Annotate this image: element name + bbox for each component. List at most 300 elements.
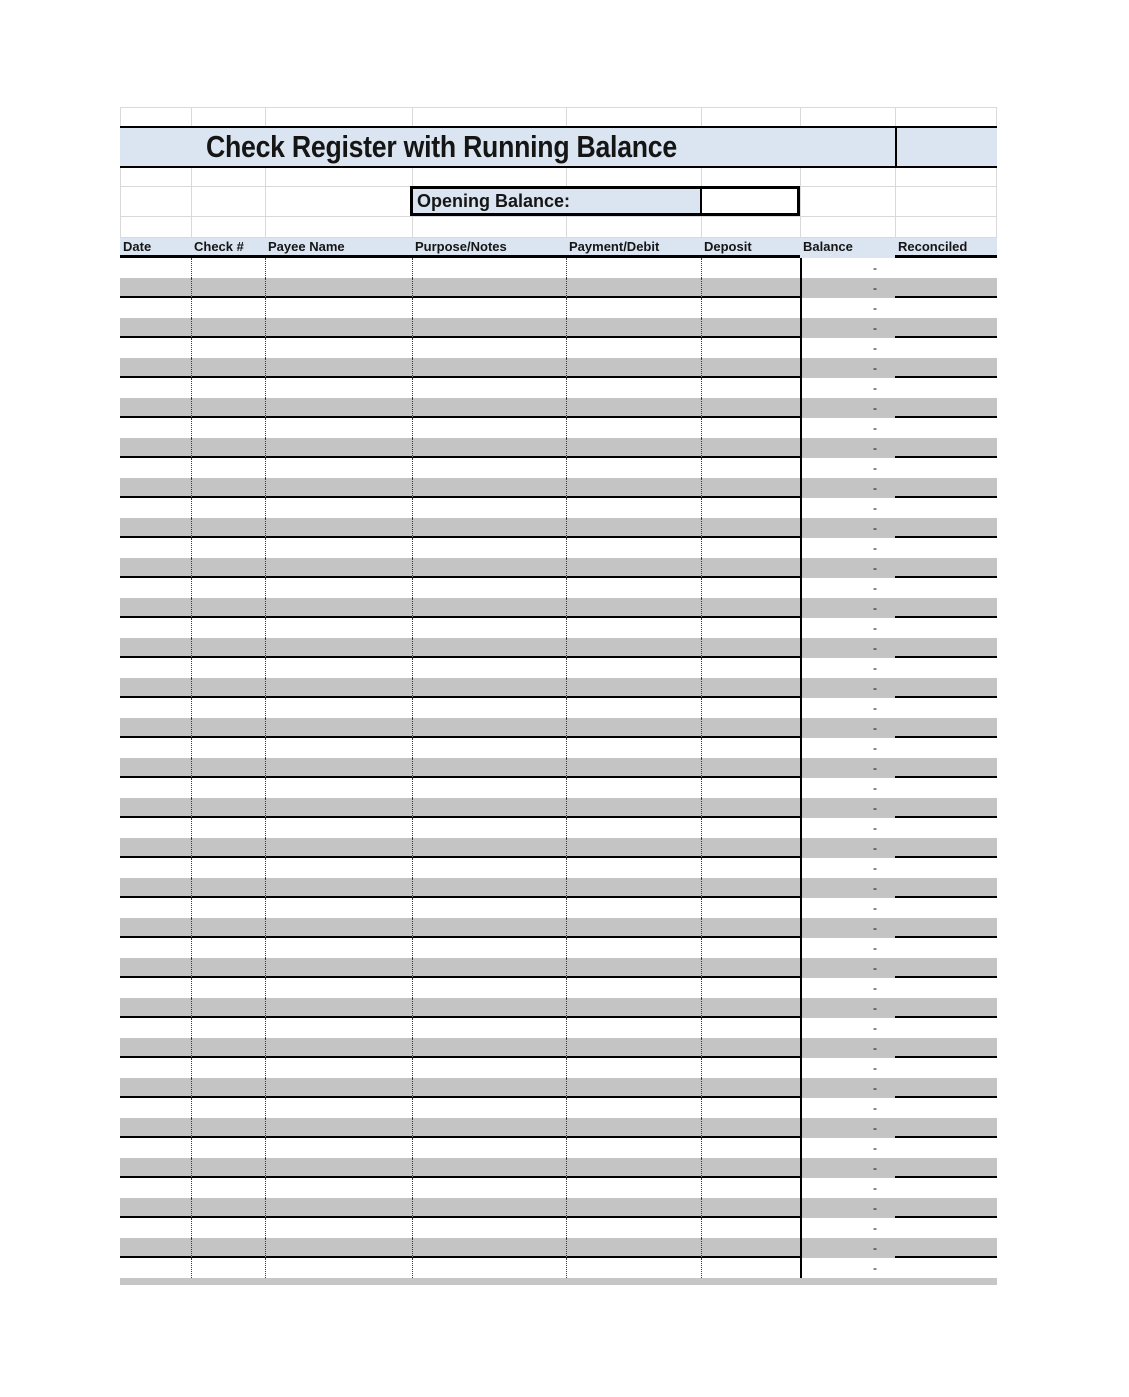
cell-payment-debit[interactable]: [566, 698, 701, 718]
cell-payee-name[interactable]: [265, 298, 412, 318]
cell-payee-name[interactable]: [265, 598, 412, 618]
cell-reconciled[interactable]: [895, 1138, 997, 1158]
cell-payee-name[interactable]: [265, 518, 412, 538]
cell-payment-debit[interactable]: [566, 638, 701, 658]
cell-check-number[interactable]: [191, 1258, 265, 1278]
cell-reconciled[interactable]: [895, 998, 997, 1018]
cell-check-number[interactable]: [191, 658, 265, 678]
cell-payee-name[interactable]: [265, 858, 412, 878]
cell-purpose-notes[interactable]: [412, 738, 566, 758]
cell-deposit[interactable]: [701, 1058, 800, 1078]
cell-date[interactable]: [120, 498, 191, 518]
cell-reconciled[interactable]: [895, 458, 997, 478]
cell-payment-debit[interactable]: [566, 1218, 701, 1238]
cell-check-number[interactable]: [191, 358, 265, 378]
cell-payment-debit[interactable]: [566, 438, 701, 458]
cell-purpose-notes[interactable]: [412, 358, 566, 378]
cell-check-number[interactable]: [191, 998, 265, 1018]
cell-purpose-notes[interactable]: [412, 538, 566, 558]
cell-purpose-notes[interactable]: [412, 258, 566, 278]
cell-payment-debit[interactable]: [566, 818, 701, 838]
cell-deposit[interactable]: [701, 738, 800, 758]
cell-purpose-notes[interactable]: [412, 1198, 566, 1218]
cell-payee-name[interactable]: [265, 1138, 412, 1158]
cell-payment-debit[interactable]: [566, 658, 701, 678]
cell-payment-debit[interactable]: [566, 618, 701, 638]
cell-payee-name[interactable]: [265, 498, 412, 518]
cell-purpose-notes[interactable]: [412, 398, 566, 418]
cell-payee-name[interactable]: [265, 958, 412, 978]
cell-check-number[interactable]: [191, 858, 265, 878]
cell-date[interactable]: [120, 418, 191, 438]
cell-reconciled[interactable]: [895, 698, 997, 718]
cell-check-number[interactable]: [191, 978, 265, 998]
cell-date[interactable]: [120, 1258, 191, 1278]
cell-date[interactable]: [120, 518, 191, 538]
cell-payee-name[interactable]: [265, 938, 412, 958]
cell-deposit[interactable]: [701, 698, 800, 718]
cell-payee-name[interactable]: [265, 578, 412, 598]
cell-payee-name[interactable]: [265, 1058, 412, 1078]
cell-purpose-notes[interactable]: [412, 478, 566, 498]
cell-date[interactable]: [120, 258, 191, 278]
cell-purpose-notes[interactable]: [412, 578, 566, 598]
cell-check-number[interactable]: [191, 798, 265, 818]
cell-date[interactable]: [120, 578, 191, 598]
cell-purpose-notes[interactable]: [412, 998, 566, 1018]
cell-payee-name[interactable]: [265, 398, 412, 418]
cell-payee-name[interactable]: [265, 458, 412, 478]
cell-purpose-notes[interactable]: [412, 858, 566, 878]
cell-purpose-notes[interactable]: [412, 498, 566, 518]
cell-check-number[interactable]: [191, 378, 265, 398]
cell-date[interactable]: [120, 698, 191, 718]
cell-payee-name[interactable]: [265, 918, 412, 938]
cell-payment-debit[interactable]: [566, 558, 701, 578]
cell-deposit[interactable]: [701, 818, 800, 838]
cell-payment-debit[interactable]: [566, 478, 701, 498]
cell-deposit[interactable]: [701, 598, 800, 618]
cell-reconciled[interactable]: [895, 1078, 997, 1098]
cell-date[interactable]: [120, 358, 191, 378]
cell-check-number[interactable]: [191, 418, 265, 438]
cell-check-number[interactable]: [191, 878, 265, 898]
cell-date[interactable]: [120, 1158, 191, 1178]
cell-purpose-notes[interactable]: [412, 1218, 566, 1238]
cell-payee-name[interactable]: [265, 1158, 412, 1178]
cell-check-number[interactable]: [191, 678, 265, 698]
cell-date[interactable]: [120, 1238, 191, 1258]
cell-purpose-notes[interactable]: [412, 1018, 566, 1038]
cell-deposit[interactable]: [701, 1198, 800, 1218]
cell-payment-debit[interactable]: [566, 1038, 701, 1058]
cell-reconciled[interactable]: [895, 358, 997, 378]
cell-deposit[interactable]: [701, 658, 800, 678]
cell-deposit[interactable]: [701, 938, 800, 958]
cell-date[interactable]: [120, 1218, 191, 1238]
cell-reconciled[interactable]: [895, 1018, 997, 1038]
cell-deposit[interactable]: [701, 978, 800, 998]
cell-purpose-notes[interactable]: [412, 298, 566, 318]
cell-payment-debit[interactable]: [566, 1158, 701, 1178]
cell-check-number[interactable]: [191, 518, 265, 538]
cell-payment-debit[interactable]: [566, 418, 701, 438]
cell-purpose-notes[interactable]: [412, 1138, 566, 1158]
cell-deposit[interactable]: [701, 618, 800, 638]
cell-purpose-notes[interactable]: [412, 458, 566, 478]
cell-reconciled[interactable]: [895, 378, 997, 398]
cell-check-number[interactable]: [191, 638, 265, 658]
cell-payee-name[interactable]: [265, 978, 412, 998]
cell-purpose-notes[interactable]: [412, 658, 566, 678]
cell-payee-name[interactable]: [265, 538, 412, 558]
cell-check-number[interactable]: [191, 398, 265, 418]
cell-date[interactable]: [120, 298, 191, 318]
cell-purpose-notes[interactable]: [412, 438, 566, 458]
cell-date[interactable]: [120, 638, 191, 658]
cell-payee-name[interactable]: [265, 1258, 412, 1278]
cell-check-number[interactable]: [191, 498, 265, 518]
cell-check-number[interactable]: [191, 1198, 265, 1218]
cell-deposit[interactable]: [701, 358, 800, 378]
cell-date[interactable]: [120, 558, 191, 578]
cell-payee-name[interactable]: [265, 798, 412, 818]
cell-payment-debit[interactable]: [566, 758, 701, 778]
cell-check-number[interactable]: [191, 1178, 265, 1198]
cell-payment-debit[interactable]: [566, 578, 701, 598]
cell-check-number[interactable]: [191, 318, 265, 338]
cell-date[interactable]: [120, 378, 191, 398]
cell-purpose-notes[interactable]: [412, 518, 566, 538]
cell-reconciled[interactable]: [895, 1038, 997, 1058]
cell-reconciled[interactable]: [895, 638, 997, 658]
cell-deposit[interactable]: [701, 378, 800, 398]
cell-payee-name[interactable]: [265, 1038, 412, 1058]
cell-payee-name[interactable]: [265, 1018, 412, 1038]
cell-reconciled[interactable]: [895, 758, 997, 778]
cell-payment-debit[interactable]: [566, 1118, 701, 1138]
cell-payee-name[interactable]: [265, 658, 412, 678]
cell-deposit[interactable]: [701, 918, 800, 938]
cell-payee-name[interactable]: [265, 1218, 412, 1238]
cell-reconciled[interactable]: [895, 1238, 997, 1258]
cell-payee-name[interactable]: [265, 678, 412, 698]
cell-payee-name[interactable]: [265, 1078, 412, 1098]
cell-payment-debit[interactable]: [566, 998, 701, 1018]
cell-reconciled[interactable]: [895, 498, 997, 518]
cell-date[interactable]: [120, 338, 191, 358]
cell-purpose-notes[interactable]: [412, 678, 566, 698]
cell-check-number[interactable]: [191, 1138, 265, 1158]
cell-payment-debit[interactable]: [566, 298, 701, 318]
cell-payment-debit[interactable]: [566, 518, 701, 538]
cell-purpose-notes[interactable]: [412, 1118, 566, 1138]
cell-reconciled[interactable]: [895, 258, 997, 278]
cell-check-number[interactable]: [191, 538, 265, 558]
cell-payment-debit[interactable]: [566, 1198, 701, 1218]
cell-reconciled[interactable]: [895, 398, 997, 418]
cell-check-number[interactable]: [191, 478, 265, 498]
cell-purpose-notes[interactable]: [412, 918, 566, 938]
cell-reconciled[interactable]: [895, 1058, 997, 1078]
cell-purpose-notes[interactable]: [412, 598, 566, 618]
cell-payment-debit[interactable]: [566, 1058, 701, 1078]
cell-reconciled[interactable]: [895, 1118, 997, 1138]
cell-check-number[interactable]: [191, 1058, 265, 1078]
cell-deposit[interactable]: [701, 958, 800, 978]
cell-deposit[interactable]: [701, 258, 800, 278]
cell-date[interactable]: [120, 898, 191, 918]
cell-date[interactable]: [120, 278, 191, 298]
cell-payee-name[interactable]: [265, 338, 412, 358]
cell-check-number[interactable]: [191, 1118, 265, 1138]
cell-payee-name[interactable]: [265, 778, 412, 798]
cell-check-number[interactable]: [191, 1158, 265, 1178]
cell-payee-name[interactable]: [265, 418, 412, 438]
cell-payee-name[interactable]: [265, 1178, 412, 1198]
cell-date[interactable]: [120, 1098, 191, 1118]
cell-purpose-notes[interactable]: [412, 1258, 566, 1278]
cell-deposit[interactable]: [701, 878, 800, 898]
cell-purpose-notes[interactable]: [412, 638, 566, 658]
cell-check-number[interactable]: [191, 278, 265, 298]
cell-check-number[interactable]: [191, 1038, 265, 1058]
cell-reconciled[interactable]: [895, 878, 997, 898]
cell-deposit[interactable]: [701, 418, 800, 438]
cell-date[interactable]: [120, 958, 191, 978]
cell-purpose-notes[interactable]: [412, 1238, 566, 1258]
cell-purpose-notes[interactable]: [412, 558, 566, 578]
cell-date[interactable]: [120, 798, 191, 818]
cell-date[interactable]: [120, 478, 191, 498]
cell-purpose-notes[interactable]: [412, 1098, 566, 1118]
cell-payment-debit[interactable]: [566, 958, 701, 978]
cell-payee-name[interactable]: [265, 878, 412, 898]
cell-payment-debit[interactable]: [566, 598, 701, 618]
cell-reconciled[interactable]: [895, 578, 997, 598]
cell-check-number[interactable]: [191, 958, 265, 978]
cell-payee-name[interactable]: [265, 738, 412, 758]
cell-deposit[interactable]: [701, 1098, 800, 1118]
cell-date[interactable]: [120, 538, 191, 558]
cell-date[interactable]: [120, 998, 191, 1018]
cell-deposit[interactable]: [701, 998, 800, 1018]
cell-purpose-notes[interactable]: [412, 378, 566, 398]
cell-purpose-notes[interactable]: [412, 778, 566, 798]
cell-payee-name[interactable]: [265, 478, 412, 498]
cell-check-number[interactable]: [191, 598, 265, 618]
cell-payment-debit[interactable]: [566, 1238, 701, 1258]
cell-payment-debit[interactable]: [566, 1078, 701, 1098]
cell-check-number[interactable]: [191, 458, 265, 478]
cell-date[interactable]: [120, 1198, 191, 1218]
cell-reconciled[interactable]: [895, 1178, 997, 1198]
cell-reconciled[interactable]: [895, 418, 997, 438]
cell-purpose-notes[interactable]: [412, 958, 566, 978]
cell-deposit[interactable]: [701, 458, 800, 478]
cell-payee-name[interactable]: [265, 1118, 412, 1138]
cell-purpose-notes[interactable]: [412, 978, 566, 998]
cell-reconciled[interactable]: [895, 958, 997, 978]
cell-deposit[interactable]: [701, 858, 800, 878]
cell-reconciled[interactable]: [895, 1158, 997, 1178]
cell-reconciled[interactable]: [895, 858, 997, 878]
cell-payee-name[interactable]: [265, 898, 412, 918]
cell-purpose-notes[interactable]: [412, 818, 566, 838]
cell-purpose-notes[interactable]: [412, 698, 566, 718]
cell-date[interactable]: [120, 1038, 191, 1058]
cell-deposit[interactable]: [701, 898, 800, 918]
cell-reconciled[interactable]: [895, 678, 997, 698]
cell-check-number[interactable]: [191, 718, 265, 738]
cell-payment-debit[interactable]: [566, 538, 701, 558]
cell-reconciled[interactable]: [895, 738, 997, 758]
cell-check-number[interactable]: [191, 1218, 265, 1238]
cell-deposit[interactable]: [701, 678, 800, 698]
cell-deposit[interactable]: [701, 1178, 800, 1198]
cell-reconciled[interactable]: [895, 798, 997, 818]
cell-payee-name[interactable]: [265, 638, 412, 658]
cell-payment-debit[interactable]: [566, 338, 701, 358]
cell-date[interactable]: [120, 1118, 191, 1138]
cell-payee-name[interactable]: [265, 558, 412, 578]
cell-payment-debit[interactable]: [566, 858, 701, 878]
cell-payment-debit[interactable]: [566, 718, 701, 738]
cell-reconciled[interactable]: [895, 978, 997, 998]
cell-check-number[interactable]: [191, 1098, 265, 1118]
cell-deposit[interactable]: [701, 1218, 800, 1238]
cell-check-number[interactable]: [191, 738, 265, 758]
cell-deposit[interactable]: [701, 318, 800, 338]
cell-payment-debit[interactable]: [566, 778, 701, 798]
cell-deposit[interactable]: [701, 758, 800, 778]
cell-check-number[interactable]: [191, 558, 265, 578]
cell-date[interactable]: [120, 1178, 191, 1198]
cell-payment-debit[interactable]: [566, 1098, 701, 1118]
cell-deposit[interactable]: [701, 478, 800, 498]
cell-check-number[interactable]: [191, 898, 265, 918]
cell-payment-debit[interactable]: [566, 358, 701, 378]
cell-check-number[interactable]: [191, 618, 265, 638]
cell-payee-name[interactable]: [265, 698, 412, 718]
cell-check-number[interactable]: [191, 778, 265, 798]
cell-check-number[interactable]: [191, 758, 265, 778]
cell-purpose-notes[interactable]: [412, 798, 566, 818]
cell-check-number[interactable]: [191, 438, 265, 458]
cell-reconciled[interactable]: [895, 918, 997, 938]
cell-deposit[interactable]: [701, 338, 800, 358]
cell-deposit[interactable]: [701, 718, 800, 738]
cell-deposit[interactable]: [701, 518, 800, 538]
cell-payee-name[interactable]: [265, 438, 412, 458]
cell-payment-debit[interactable]: [566, 1138, 701, 1158]
cell-purpose-notes[interactable]: [412, 1038, 566, 1058]
cell-payee-name[interactable]: [265, 258, 412, 278]
cell-date[interactable]: [120, 858, 191, 878]
cell-deposit[interactable]: [701, 638, 800, 658]
cell-payee-name[interactable]: [265, 1098, 412, 1118]
cell-payment-debit[interactable]: [566, 258, 701, 278]
cell-deposit[interactable]: [701, 438, 800, 458]
cell-reconciled[interactable]: [895, 558, 997, 578]
cell-payee-name[interactable]: [265, 758, 412, 778]
cell-purpose-notes[interactable]: [412, 1178, 566, 1198]
cell-deposit[interactable]: [701, 1238, 800, 1258]
cell-check-number[interactable]: [191, 818, 265, 838]
cell-purpose-notes[interactable]: [412, 1078, 566, 1098]
cell-deposit[interactable]: [701, 798, 800, 818]
cell-check-number[interactable]: [191, 1078, 265, 1098]
cell-reconciled[interactable]: [895, 778, 997, 798]
cell-date[interactable]: [120, 618, 191, 638]
cell-purpose-notes[interactable]: [412, 938, 566, 958]
opening-balance-value[interactable]: [700, 189, 797, 213]
cell-payment-debit[interactable]: [566, 678, 701, 698]
cell-payee-name[interactable]: [265, 718, 412, 738]
cell-check-number[interactable]: [191, 838, 265, 858]
cell-reconciled[interactable]: [895, 318, 997, 338]
cell-deposit[interactable]: [701, 778, 800, 798]
cell-deposit[interactable]: [701, 578, 800, 598]
cell-reconciled[interactable]: [895, 1218, 997, 1238]
cell-reconciled[interactable]: [895, 598, 997, 618]
cell-deposit[interactable]: [701, 1038, 800, 1058]
cell-reconciled[interactable]: [895, 438, 997, 458]
cell-reconciled[interactable]: [895, 1258, 997, 1278]
cell-payee-name[interactable]: [265, 1238, 412, 1258]
cell-payment-debit[interactable]: [566, 458, 701, 478]
cell-payee-name[interactable]: [265, 618, 412, 638]
cell-check-number[interactable]: [191, 1238, 265, 1258]
cell-check-number[interactable]: [191, 578, 265, 598]
cell-purpose-notes[interactable]: [412, 758, 566, 778]
cell-reconciled[interactable]: [895, 518, 997, 538]
cell-purpose-notes[interactable]: [412, 898, 566, 918]
cell-check-number[interactable]: [191, 258, 265, 278]
cell-payment-debit[interactable]: [566, 1258, 701, 1278]
cell-date[interactable]: [120, 838, 191, 858]
cell-reconciled[interactable]: [895, 1198, 997, 1218]
cell-deposit[interactable]: [701, 1138, 800, 1158]
cell-payee-name[interactable]: [265, 818, 412, 838]
cell-date[interactable]: [120, 878, 191, 898]
cell-date[interactable]: [120, 818, 191, 838]
cell-reconciled[interactable]: [895, 658, 997, 678]
cell-date[interactable]: [120, 658, 191, 678]
cell-deposit[interactable]: [701, 278, 800, 298]
cell-purpose-notes[interactable]: [412, 838, 566, 858]
cell-payee-name[interactable]: [265, 318, 412, 338]
cell-date[interactable]: [120, 438, 191, 458]
cell-payment-debit[interactable]: [566, 1178, 701, 1198]
cell-reconciled[interactable]: [895, 618, 997, 638]
cell-date[interactable]: [120, 458, 191, 478]
cell-date[interactable]: [120, 718, 191, 738]
cell-purpose-notes[interactable]: [412, 618, 566, 638]
cell-payee-name[interactable]: [265, 358, 412, 378]
cell-purpose-notes[interactable]: [412, 1058, 566, 1078]
cell-date[interactable]: [120, 938, 191, 958]
cell-payee-name[interactable]: [265, 838, 412, 858]
cell-deposit[interactable]: [701, 838, 800, 858]
cell-payment-debit[interactable]: [566, 738, 701, 758]
cell-purpose-notes[interactable]: [412, 718, 566, 738]
cell-reconciled[interactable]: [895, 718, 997, 738]
cell-payment-debit[interactable]: [566, 978, 701, 998]
cell-deposit[interactable]: [701, 1018, 800, 1038]
cell-payment-debit[interactable]: [566, 278, 701, 298]
cell-check-number[interactable]: [191, 298, 265, 318]
